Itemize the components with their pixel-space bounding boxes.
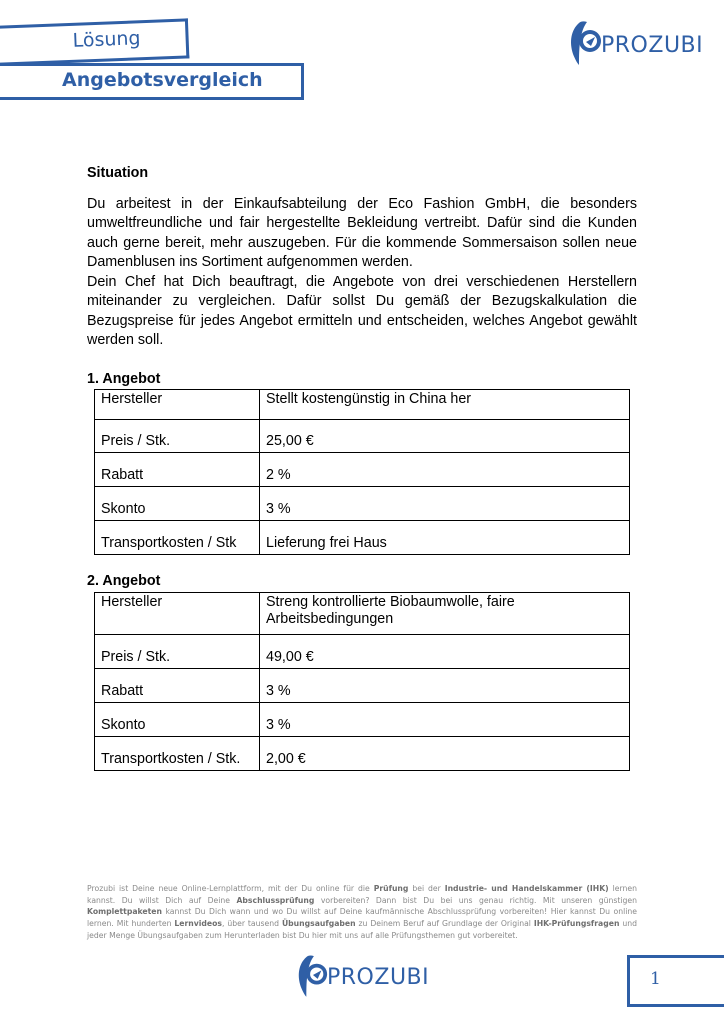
footer-text-bold: IHK-Prüfungsfragen bbox=[533, 919, 620, 929]
prozubi-p-icon bbox=[567, 20, 603, 66]
offer-2-title: 2. Angebot bbox=[87, 573, 161, 589]
document-body bbox=[87, 164, 637, 771]
footer-text-bold: Lernvideos bbox=[174, 919, 222, 929]
table-cell-label: Rabatt bbox=[95, 453, 260, 487]
situation-line: werden soll. bbox=[87, 332, 164, 348]
prozubi-footer-logo bbox=[295, 954, 429, 998]
footer-text-bold: Abschlussprüfung bbox=[236, 895, 315, 905]
table-cell-label: Skonto bbox=[95, 702, 260, 736]
situation-line: miteinander zu vergleichen. Dafür sollst Du gemäß der Bezugskalkulation die bbox=[87, 293, 637, 309]
table-row bbox=[95, 420, 630, 453]
table-cell-label: Preis / Stk. bbox=[95, 420, 260, 453]
situation-line: Bezugspreise für jedes Angebot ermitteln und entscheiden, welches Angebot gewählt bbox=[87, 312, 637, 329]
prozubi-logo-text: PROZUBI bbox=[327, 964, 430, 990]
table-cell-label: Hersteller bbox=[95, 390, 260, 420]
table-row bbox=[95, 487, 630, 521]
situation-line: umweltfreundliche und fair hergestellte Bekleidung vertreibt. Dafür sind die Kunden bbox=[87, 215, 637, 231]
table-cell-value: 3 % bbox=[260, 668, 630, 702]
footer-text-segment: vorbereiten? Dann bist Du bei uns genau richtig. Mit unseren günstigen bbox=[314, 895, 638, 905]
table-cell-value: Lieferung frei Haus bbox=[260, 521, 630, 555]
table-cell-label: Preis / Stk. bbox=[95, 634, 260, 668]
page-number-box bbox=[627, 955, 724, 1007]
solution-label: Lösung bbox=[72, 27, 141, 52]
table-cell-label: Hersteller bbox=[95, 592, 260, 634]
footer-text-bold: Übungsaufgaben bbox=[281, 919, 356, 929]
footer-text-bold: Industrie- und Handelskammer (IHK) bbox=[444, 884, 609, 893]
situation-line: Du arbeitest in der Einkaufsabteilung der Eco Fashion GmbH, die besonders bbox=[87, 195, 637, 212]
footer-text bbox=[87, 883, 637, 942]
table-cell-label: Transportkosten / Stk bbox=[95, 521, 260, 555]
table-row bbox=[95, 634, 630, 668]
prozubi-logo-text: PROZUBI bbox=[601, 32, 704, 58]
title-box bbox=[0, 63, 304, 100]
offer-1-title: 1. Angebot bbox=[87, 370, 161, 387]
table-cell-label: Rabatt bbox=[95, 668, 260, 702]
table-row bbox=[95, 453, 630, 487]
table-row bbox=[95, 390, 630, 420]
table-cell-value: 2 % bbox=[260, 453, 630, 487]
offer-2-table bbox=[94, 592, 630, 771]
table-cell-value: Streng kontrollierte Biobaumwolle, faire Arbeitsbedingungen bbox=[260, 592, 630, 634]
footer-text-segment: Prozubi ist Deine neue Online-Lernplattform, mit der Du online für die bbox=[87, 884, 374, 893]
offer-1-table bbox=[94, 389, 630, 555]
table-cell-value: 3 % bbox=[260, 487, 630, 521]
footer-text-segment: zu Deinem Beruf auf Grundlage der Original bbox=[355, 919, 534, 929]
footer-text-segment: und jeder Menge Übungsaufgaben zum Herunterladen bist Du hier mit uns auf alle Prüfungsthemen gut vorbereitet. bbox=[87, 919, 637, 940]
situation-line: Damenblusen ins Sortiment aufgenommen werden. bbox=[87, 254, 413, 270]
footer-text-segment: kannst Du Dich wann und wo Du willst auf Deine kaufmännische Abschlussprüfung vorbereiten! Hier kannst Du online lernen. Mit hunderten bbox=[87, 907, 637, 929]
table-cell-value: 3 % bbox=[260, 702, 630, 736]
footer-text-bold: Komplettpaketen bbox=[87, 907, 162, 917]
situation-line: auch gerne bereit, mehr auszugeben. Für die kommende Sommersaison sollen neue bbox=[87, 234, 637, 251]
footer-text-bold: Prüfung bbox=[373, 884, 409, 893]
footer-text-segment: bei der bbox=[408, 884, 445, 893]
table-row bbox=[95, 736, 630, 770]
table-row bbox=[95, 702, 630, 736]
prozubi-logo bbox=[567, 20, 703, 66]
table-row bbox=[95, 521, 630, 555]
table-cell-label: Transportkosten / Stk. bbox=[95, 736, 260, 770]
footer-text-segment: , über tausend bbox=[221, 919, 282, 929]
table-row bbox=[95, 668, 630, 702]
table-cell-value: Stellt kostengünstig in China her bbox=[260, 390, 630, 420]
table-row bbox=[95, 592, 630, 634]
solution-label-box bbox=[0, 18, 189, 66]
table-cell-label: Skonto bbox=[95, 487, 260, 521]
table-cell-value: 2,00 € bbox=[260, 736, 630, 770]
table-cell-value: 25,00 € bbox=[260, 420, 630, 453]
page-number: 1 bbox=[650, 969, 661, 989]
situation-text bbox=[87, 195, 637, 351]
table-cell-value: 49,00 € bbox=[260, 634, 630, 668]
situation-heading: Situation bbox=[87, 165, 149, 181]
situation-line: Dein Chef hat Dich beauftragt, die Angebote von drei verschiedenen Herstellern bbox=[87, 273, 637, 290]
page-title: Angebotsvergleich bbox=[62, 69, 263, 91]
prozubi-p-icon bbox=[295, 954, 329, 998]
footer-text-segment: lernen kannst. Du willst Dich auf Deine bbox=[87, 884, 637, 905]
